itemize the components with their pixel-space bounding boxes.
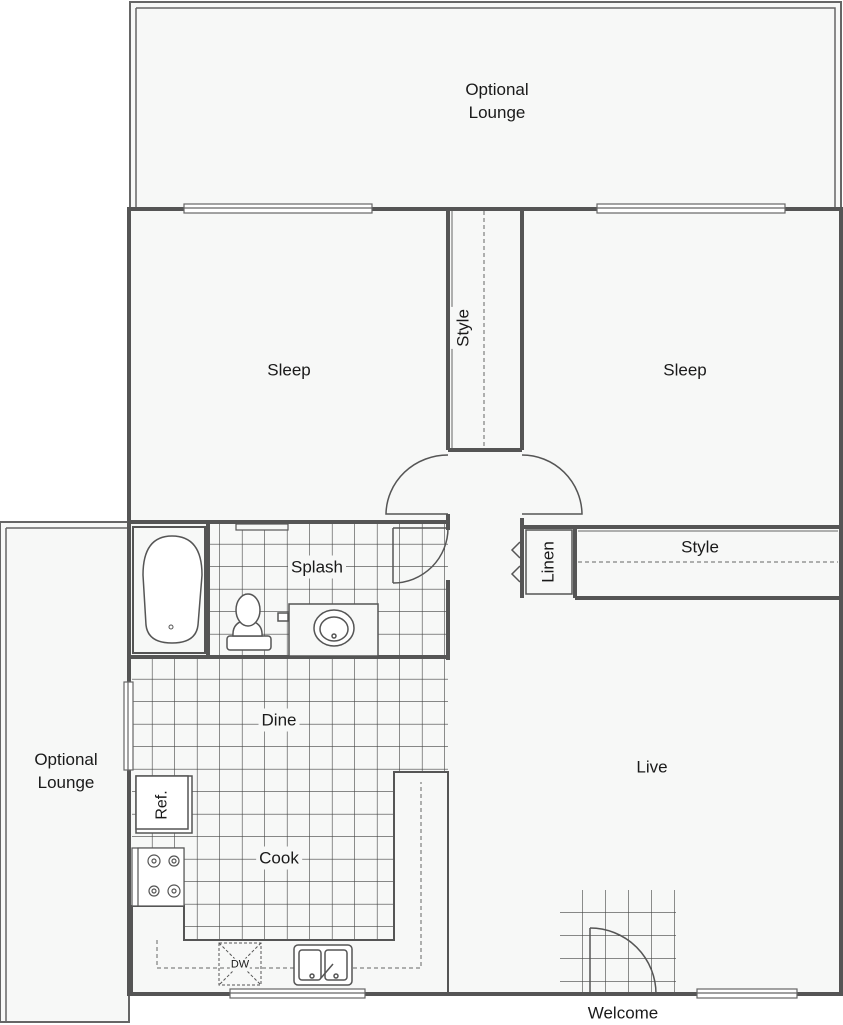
- splash-label: Splash: [288, 556, 346, 579]
- vanity-sink-icon: [278, 604, 378, 656]
- style-horizontal-label: Style: [681, 537, 719, 557]
- sleep-left-label: Sleep: [267, 360, 311, 380]
- stove-icon: [132, 848, 184, 906]
- dw-label: DW: [230, 958, 250, 971]
- bathtub-icon: [133, 527, 205, 653]
- cook-label: Cook: [256, 847, 302, 870]
- towel-bar-icon: [236, 524, 288, 530]
- optional-lounge-left-label: Optional Lounge: [34, 750, 98, 792]
- welcome-tile-floor: [560, 890, 676, 994]
- welcome-label: Welcome: [587, 1003, 659, 1023]
- optional-lounge-top-label: Optional Lounge: [465, 80, 529, 122]
- live-label: Live: [636, 757, 668, 777]
- dine-label: Dine: [259, 709, 300, 732]
- linen-label: Linen: [538, 541, 558, 583]
- sleep-right-label: Sleep: [663, 360, 707, 380]
- kitchen-sink-icon: [294, 945, 352, 985]
- style-vertical-label: Style: [453, 309, 473, 347]
- ref-label: Ref.: [153, 790, 171, 820]
